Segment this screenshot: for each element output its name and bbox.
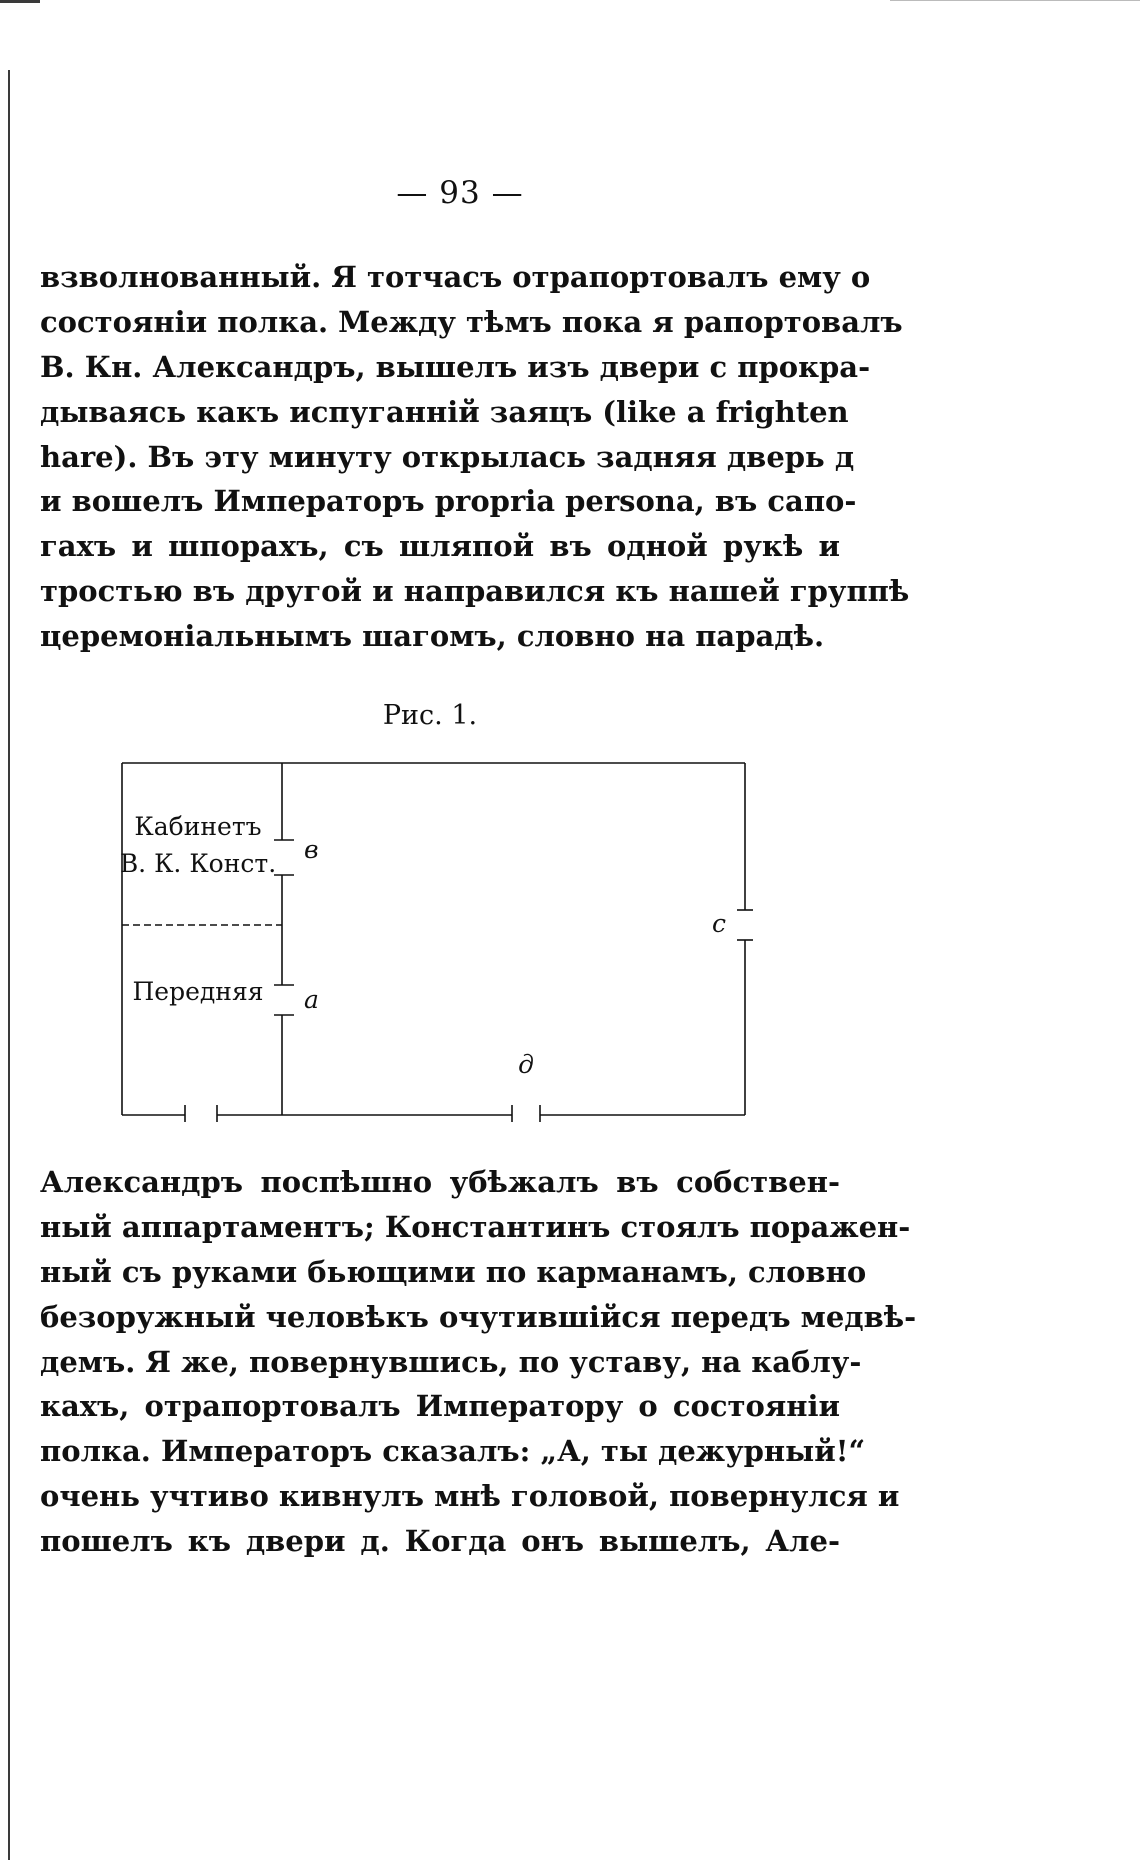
text-line: демъ. Я же, повернувшись, по уставу, на каблу- (40, 1344, 862, 1379)
text-line: гахъ и шпорахъ, съ шляпой въ одной рукѣ и (40, 529, 840, 564)
text-line: очень учтиво кивнулъ мнѣ головой, повернулся и (40, 1479, 900, 1514)
scan-left-edge (8, 70, 10, 1860)
figure-caption: Рис. 1. (382, 700, 478, 731)
text-line: тростью въ другой и направился къ нашей группѣ (40, 574, 910, 609)
paragraph-2 (40, 1160, 917, 1564)
page-number: — 93 — (396, 175, 524, 211)
door-label-c: c (712, 909, 727, 938)
text-line: ный съ руками бьющими по карманамъ, словно (40, 1254, 867, 1289)
paragraph-1 (40, 255, 910, 659)
text-line: В. Кн. Александръ, вышелъ изъ двери c прокра- (40, 349, 871, 384)
text-line: пошелъ къ двери д. Когда онъ вышелъ, Але- (40, 1524, 840, 1559)
scan-top-edge-right (890, 0, 1140, 1)
text-line: безоружный человѣкъ очутившійся передъ медвѣ- (40, 1299, 917, 1334)
door-label-v: в (304, 835, 319, 864)
text-line: церемоніальнымъ шагомъ, словно на парадѣ. (40, 619, 825, 654)
room-label-anteroom: Передняя (132, 977, 264, 1006)
text-line: полка. Императоръ сказалъ: „А, ты дежурный!“ (40, 1434, 866, 1469)
door-label-d: д (518, 1050, 534, 1079)
scan-top-edge (0, 0, 40, 3)
text-line: ный аппартаментъ; Константинъ стоялъ поражен- (40, 1209, 911, 1244)
text-line: кахъ, отрапортовалъ Императору о состояніи (40, 1389, 840, 1424)
door-label-a: а (304, 985, 319, 1014)
text-line: и вошелъ Императоръ propria persona, въ сапо- (40, 484, 857, 519)
room-label-cabinet: Кабинетъ (134, 812, 262, 841)
text-line: Александръ поспѣшно убѣжалъ въ собствен- (40, 1165, 840, 1199)
text-line: состояніи полка. Между тѣмъ пока я рапортовалъ (40, 304, 903, 339)
floor-plan-diagram (100, 750, 760, 1130)
text-line: hare). Въ эту минуту открылась задняя дверь д (40, 439, 855, 474)
room-label-cabinet-owner: В. К. Конст. (119, 849, 277, 878)
text-line: дываясь какъ испуганній заяцъ (like a frighten (40, 394, 849, 429)
text-line: взволнованный. Я тотчасъ отрапортовалъ ему о (40, 260, 871, 294)
